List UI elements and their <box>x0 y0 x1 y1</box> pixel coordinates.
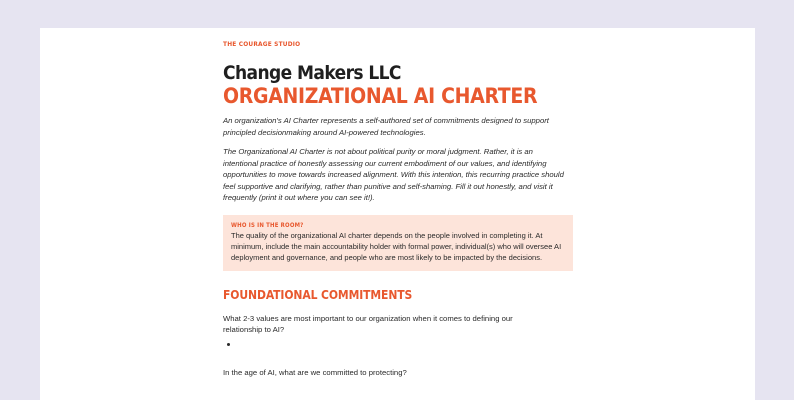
intro-paragraph-1: An organization's AI Charter represents a self-authored set of commitments designed to support principled decisionmaking around AI-powered technologies. <box>223 116 549 137</box>
document-column <box>223 28 573 378</box>
section-title-foundational-commitments: FOUNDATIONAL COMMITMENTS <box>223 287 413 302</box>
who-is-in-the-room-callout <box>223 215 573 271</box>
callout-title: WHO IS IN THE ROOM? <box>231 221 304 229</box>
company-name: Change Makers LLC <box>223 62 401 84</box>
question-values: What 2-3 values are most important to our organization when it comes to defining our relationship to AI? <box>223 313 513 335</box>
document-page <box>40 28 755 400</box>
callout-body: The quality of the organizational AI charter depends on the people involved in completing it. At minimum, include the main accountability holder with formal power, individual(s) who will oversee AI deployment and governance, and people who are most likely to be impacted by the decisions. <box>231 230 562 263</box>
question-protecting: In the age of AI, what are we committed to protecting? <box>223 367 407 377</box>
answer-list-values <box>223 339 573 350</box>
document-title: ORGANIZATIONAL AI CHARTER <box>223 84 538 108</box>
answer-bullet[interactable] <box>233 339 573 350</box>
studio-name: THE COURAGE STUDIO <box>223 40 301 48</box>
intro-paragraph-2: The Organizational AI Charter is not about political purity or moral judgment. Rather, it is an intentional practice of honestly assessing our current embodiment of our values, and identifying opportunities to move towards increased alignment. With this intention, this recurring practice should feel supportive and clarifying, rather than punitive and self-shaming. Fill it out honestly, and visit it frequently (print it out where you can see it!). <box>223 147 564 202</box>
